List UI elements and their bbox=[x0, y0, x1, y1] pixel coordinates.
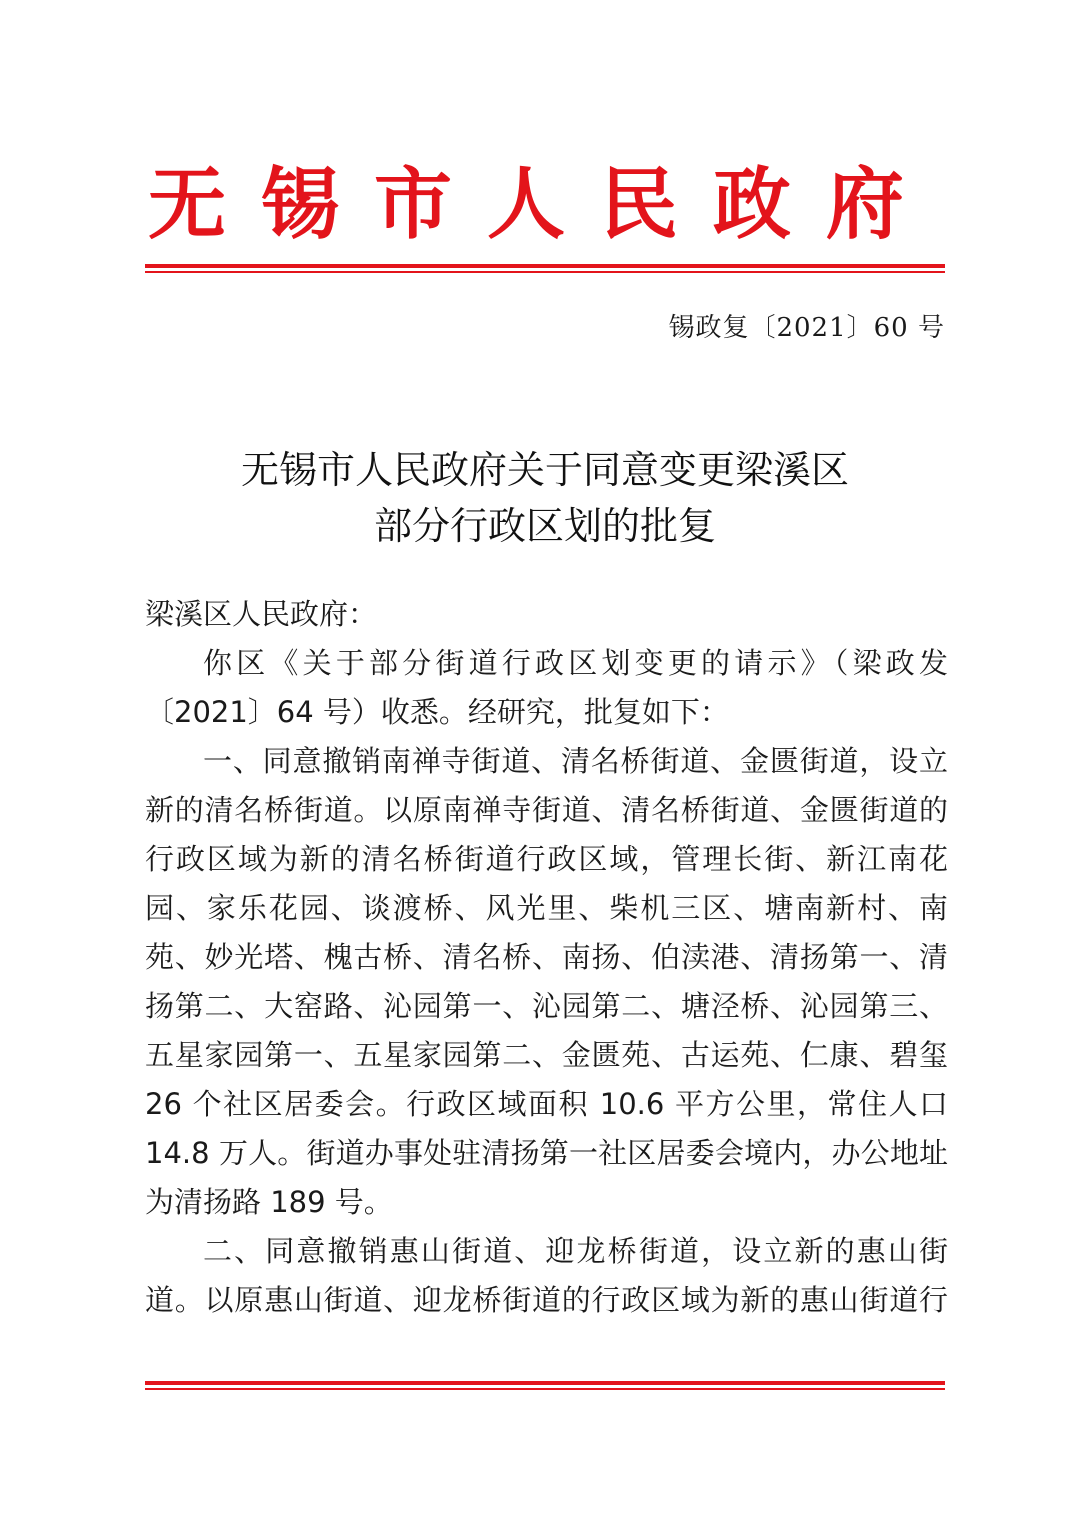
document-body bbox=[145, 590, 948, 1325]
letterhead-char: 民 bbox=[599, 160, 678, 250]
document-title-line1: 无锡市人民政府关于同意变更梁溪区 bbox=[240, 448, 849, 492]
letterhead-char: 政 bbox=[712, 160, 791, 250]
header-red-rule bbox=[145, 264, 945, 273]
document-title-line2: 部分行政区划的批复 bbox=[373, 504, 716, 548]
letterhead-char: 人 bbox=[486, 160, 565, 250]
body-paragraph-3: 二、同意撤销惠山街道、迎龙桥街道，设立新的惠山街道。以原惠山街道、迎龙桥街道的行政区域为新的惠山街道行 bbox=[145, 1234, 948, 1317]
body-paragraph-2: 一、同意撤销南禅寺街道、清名桥街道、金匮街道，设立新的清名桥街道。以原南禅寺街道、清名桥街道、金匮街道的行政区域为新的清名桥街道行政区域，管理长街、新江南花园、家乐花园、谈渡桥、风光里、柴机三区、塘南新村、南苑、妙光塔、槐古桥、清名桥、南扬、伯渎港、清扬第一、清扬第二、大窑路、沁园第一、沁园第二、塘泾桥、沁园第三、五星家园第一、五星家园第二、金匮苑、古运苑、仁康、碧玺 26 个社区居委会。行政区域面积 10.6 平方公里，常住人口14.8 万人。街道办事处驻清扬第一社区居委会境内，办公地址为清扬路 189 号。 bbox=[145, 744, 948, 1219]
addressee: 梁溪区人民政府： bbox=[145, 597, 378, 631]
document-title bbox=[145, 442, 945, 554]
footer-red-rule bbox=[145, 1381, 945, 1390]
body-paragraph-1: 你区《关于部分街道行政区划变更的请示》（梁政发〔2021〕64 号）收悉。经研究，批复如下： bbox=[145, 646, 948, 729]
document-number: 锡政复〔2021〕60 号 bbox=[668, 313, 945, 343]
government-letterhead bbox=[148, 160, 904, 250]
letterhead-char: 府 bbox=[825, 160, 904, 250]
letterhead-char: 无 bbox=[148, 160, 227, 250]
letterhead-char: 市 bbox=[373, 160, 452, 250]
letterhead-char: 锡 bbox=[260, 160, 339, 250]
